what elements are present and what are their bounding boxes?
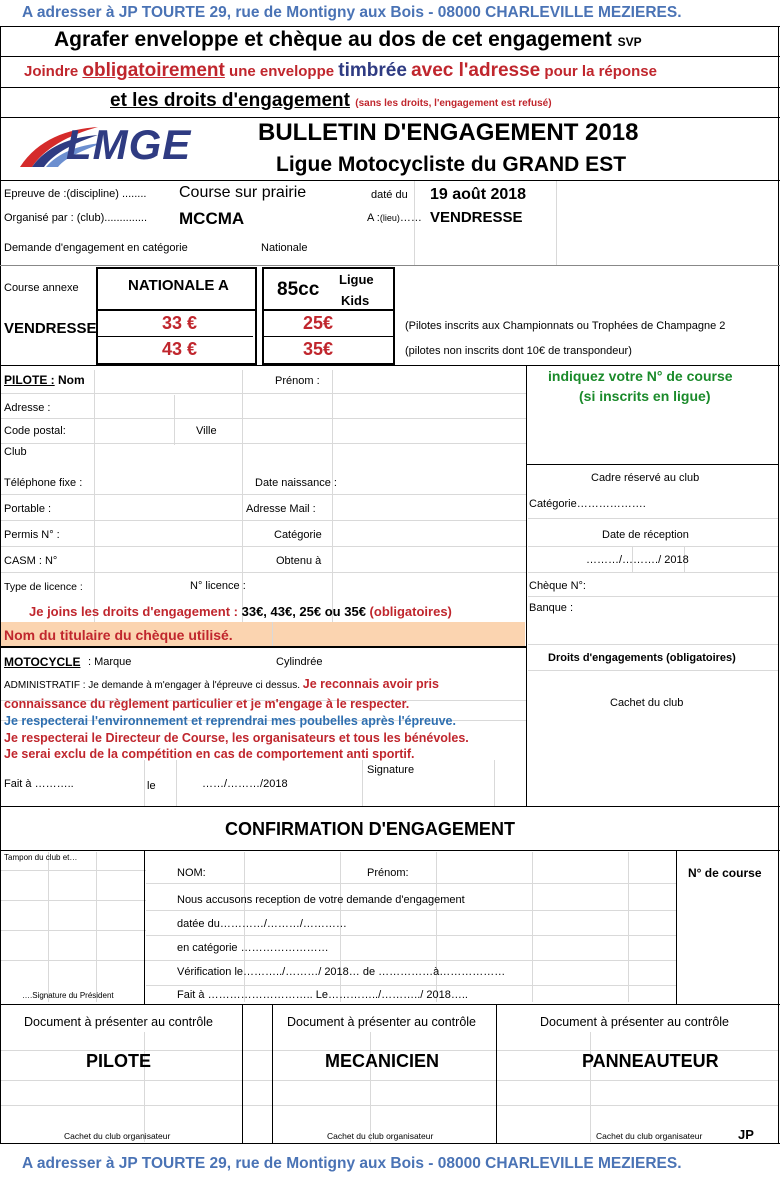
- footer-address: A adresser à JP TOURTE 29, rue de Montigny aux Bois - 08000 CHARLEVILLE MEZIERES.: [22, 1155, 682, 1172]
- join-text-3: une enveloppe: [229, 63, 335, 80]
- conf-num-course: N° de course: [688, 866, 762, 880]
- num-licence-label: N° licence :: [190, 580, 246, 592]
- admin-line-1: [4, 677, 439, 691]
- reception-label: Date de réception: [602, 529, 689, 541]
- doc-pilote: PILOTE: [86, 1051, 152, 1071]
- header-address: A adresser à JP TOURTE 29, rue de Montigny aux Bois - 08000 CHARLEVILLE MEZIERES.: [22, 4, 682, 21]
- nationale-a: NATIONALE A: [128, 277, 229, 294]
- doc-present-2: Document à présenter au contrôle: [287, 1015, 476, 1029]
- lieu-label: [367, 212, 422, 224]
- motocycle-label: MOTOCYCLE: [4, 655, 81, 669]
- price-note-2: (pilotes non inscrits dont 10€ de transpondeur): [405, 345, 632, 357]
- cheque-label: Chèque N°:: [529, 580, 586, 592]
- fees-instruction: [110, 90, 552, 112]
- price-25: 25€: [303, 313, 334, 333]
- fait-label: Fait à ………..: [4, 778, 74, 790]
- price-33: 33 €: [162, 313, 198, 333]
- categorie-value: Nationale: [261, 242, 308, 254]
- price-35: 35€: [303, 339, 334, 359]
- signature-label: Signature: [367, 764, 415, 776]
- doc-cachet-1: Cachet du club organisateur: [64, 1131, 171, 1141]
- join-text-4: timbrée: [338, 60, 407, 81]
- droits-label: Droits d'engagements (obligatoires): [548, 652, 736, 664]
- doc-cachet-3: Cachet du club organisateur: [596, 1131, 703, 1141]
- join-text-5: avec l'adresse: [411, 60, 541, 81]
- jp-initials: JP: [738, 1127, 754, 1142]
- conf-line-5: Fait à ……………………….. Le…………../………../ 2018…..: [177, 989, 468, 1001]
- conf-nom: NOM:: [177, 867, 206, 879]
- lieu-value: VENDRESSE: [430, 209, 523, 226]
- cachet-club-label: Cachet du club: [610, 697, 684, 709]
- signature-president: ….Signature du Président: [22, 991, 114, 1000]
- lmge-logo-text: LMGE: [66, 121, 192, 168]
- joins-text-2: 33€, 43€, 25€ ou 35€: [241, 604, 366, 619]
- lieu-label-b: (lieu): [379, 213, 400, 223]
- admin-text-1: ADMINISTRATIF : Je demande à m'engager à l'épreuve ci dessus.: [4, 680, 300, 691]
- club-label: Club: [4, 446, 27, 458]
- conf-line-2: datée du…………/………/…………: [177, 918, 347, 930]
- pilote-label: [4, 373, 85, 387]
- course-num-line-2: (si inscrits en ligue): [579, 388, 711, 404]
- permis-label: Permis N° :: [4, 529, 60, 541]
- fees-text-2: (sans les droits, l'engagement est refusé): [355, 98, 552, 109]
- banque-label: Banque :: [529, 602, 574, 614]
- naissance-label: Date naissance :: [255, 477, 337, 489]
- cylindree-label: Cylindrée: [276, 656, 323, 668]
- adresse-label: Adresse :: [4, 402, 51, 414]
- confirmation-title: CONFIRMATION D'ENGAGEMENT: [225, 819, 515, 839]
- vendresse-label: VENDRESSE: [4, 320, 97, 337]
- cp-label: Code postal:: [4, 425, 66, 437]
- lieu-label-a: A :: [367, 212, 380, 224]
- doc-present-3: Document à présenter au contrôle: [540, 1015, 729, 1029]
- casm-label: CASM : N°: [4, 555, 58, 567]
- admin-line-4: Je respecterai le Directeur de Course, les organisateurs et tous les bénévoles.: [4, 731, 469, 745]
- ligue-kids-2: Kids: [341, 293, 370, 308]
- lmge-logo: [18, 121, 218, 171]
- lieu-label-c: ……: [399, 212, 422, 224]
- prenom-label: Prénom :: [275, 375, 320, 387]
- le-label: le: [147, 780, 156, 792]
- date-label: daté du: [371, 189, 408, 201]
- telephone-label: Téléphone fixe :: [4, 477, 83, 489]
- pilote-label-text: PILOTE :: [4, 373, 55, 387]
- form-title: BULLETIN D'ENGAGEMENT 2018: [258, 119, 639, 146]
- reserved-label: Cadre réservé au club: [591, 472, 700, 484]
- organise-label: Organisé par : (club)..............: [4, 212, 148, 224]
- join-text-6: pour la réponse: [544, 63, 657, 80]
- type-licence-label: Type de licence :: [4, 581, 83, 593]
- portable-label: Portable :: [4, 503, 52, 515]
- annexe-label: Course annexe: [4, 282, 79, 294]
- doc-panneauteur: PANNEAUTEUR: [582, 1051, 719, 1071]
- organise-value: MCCMA: [179, 209, 245, 228]
- categorie-label: Demande d'engagement en catégorie: [4, 242, 188, 254]
- tampon-label: Tampon du club et…: [4, 853, 78, 862]
- price-note-1: (Pilotes inscrits aux Championnats ou Trophées de Champagne 2: [405, 320, 726, 332]
- conf-prenom: Prénom:: [367, 867, 409, 879]
- nom-label: Nom: [58, 373, 85, 387]
- admin-line-3: Je respecterai l'environnement et reprendrai mes poubelles après l'épreuve.: [4, 714, 456, 728]
- admin-line-2: connaissance du règlement particulier et je m'engage à le respecter.: [4, 697, 410, 711]
- staple-instruction: [54, 28, 642, 52]
- ville-label: Ville: [196, 425, 217, 437]
- doc-present-1: Document à présenter au contrôle: [24, 1015, 213, 1029]
- join-text-1: Joindre: [24, 63, 79, 80]
- league-name: Ligue Motocycliste du GRAND EST: [276, 153, 627, 176]
- admin-line-5: Je serai exclu de la compétition en cas de comportement anti sportif.: [4, 747, 415, 761]
- svp-text: SVP: [617, 35, 642, 49]
- fees-text-1: et les droits d'engagement: [110, 90, 350, 111]
- date-value: 19 août 2018: [430, 186, 527, 203]
- joins-droits: [29, 604, 452, 619]
- staple-text: Agrafer enveloppe et chèque au dos de cet engagement: [54, 28, 612, 51]
- ligue-kids-1: Ligue: [339, 272, 374, 287]
- marque-label: : Marque: [88, 656, 132, 668]
- conf-line-3: en catégorie ……………………: [177, 942, 329, 954]
- club-categorie: Catégorie……………….: [529, 498, 646, 510]
- cc85: 85cc: [277, 279, 320, 300]
- fait-date: ……/………/2018: [202, 778, 288, 790]
- conf-line-4: Vérification le………../………/ 2018… de ……………à………………: [177, 966, 506, 978]
- doc-cachet-2: Cachet du club organisateur: [327, 1131, 434, 1141]
- epreuve-value: Course sur prairie: [179, 184, 307, 201]
- joins-text-3: (obligatoires): [369, 604, 452, 619]
- join-instruction: [24, 60, 657, 82]
- join-text-2: obligatoirement: [82, 60, 225, 81]
- permis-categorie-label: Catégorie: [274, 529, 322, 541]
- conf-line-1: Nous accusons reception de votre demande d'engagement: [177, 894, 465, 906]
- titulaire-label: Nom du titulaire du chèque utilisé.: [4, 627, 233, 643]
- price-43: 43 €: [162, 339, 198, 359]
- joins-text-1: Je joins les droits d'engagement :: [29, 604, 238, 619]
- epreuve-label: Epreuve de :(discipline) ........: [4, 188, 147, 200]
- admin-text-2: Je reconnais avoir pris: [302, 677, 439, 691]
- obtenu-label: Obtenu à: [276, 555, 322, 567]
- reception-date: ………/………./ 2018: [586, 554, 689, 566]
- course-num-line-1: indiquez votre N° de course: [548, 368, 733, 384]
- doc-mecanicien: MECANICIEN: [325, 1051, 440, 1071]
- mail-label: Adresse Mail :: [246, 503, 316, 515]
